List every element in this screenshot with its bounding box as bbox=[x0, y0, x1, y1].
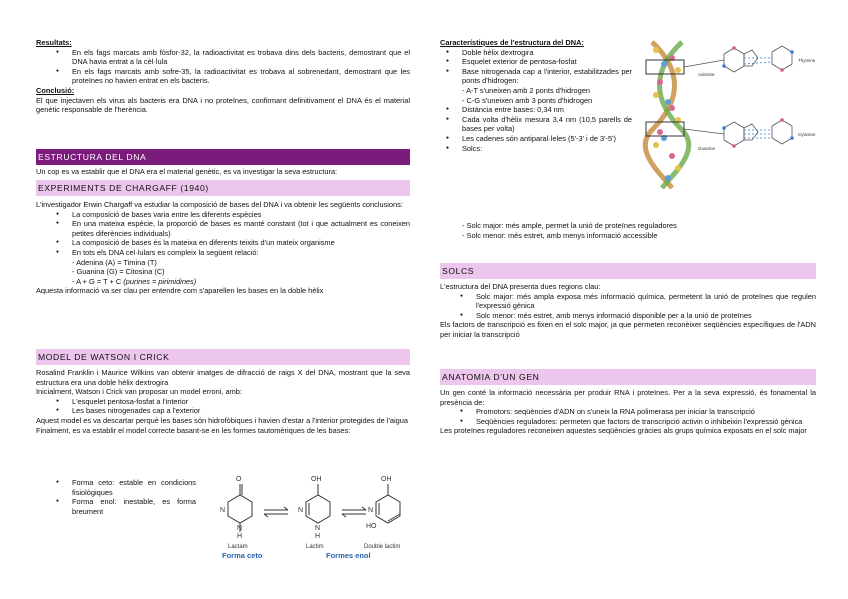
list-item: ● En una mateixa espècie, la proporció de bases es manté constant (tot i que actualment es coneixen petites diferències individuals) bbox=[72, 219, 410, 238]
list-item: ● Les bases nitrogenades cap a l'exterior bbox=[72, 406, 410, 416]
chargaff-section bbox=[36, 200, 410, 296]
solcs-outro: Els factors de transcripció es fixen en el solc major, ja que permeten reconèixer seqüències específiques de l'ADN per iniciar la transcripció bbox=[440, 320, 816, 339]
lactim-label: Lactim bbox=[306, 544, 324, 550]
n-label: N bbox=[220, 507, 226, 514]
watson-p4: Finalment, es va establir el model correcte basant-se en les formes tautomèriques de les bases: bbox=[36, 425, 351, 435]
n-label: N bbox=[298, 507, 304, 514]
at-item: - A-T s'uneixen amb 2 ponts d'hidrogen bbox=[462, 85, 590, 95]
watson-p1: Rosalind Franklin i Maurice Wilkins van obtenir imatges de difracció de raigs X del DNA, mostrant que la seva estructura era una doble hèlix dextrogira bbox=[36, 368, 410, 387]
resultats-heading: Resultats: bbox=[36, 38, 72, 47]
list-item: ● Forma ceto: estable en condicions fisiològiques bbox=[72, 478, 196, 497]
caract-heading: Característiques de l'estructura del DNA: bbox=[440, 38, 584, 47]
anatomia-outro: Les proteïnes reguladores reconeixen aquestes seqüències gràcies als grups química exposats en el solc major bbox=[440, 426, 807, 436]
adenine-label: Adenine bbox=[698, 72, 715, 77]
double-lactim-label: Double lactim bbox=[364, 544, 401, 550]
estructura-intro: Un cop es va establir que el DNA era el material genètic, es va investigar la seva estructura: bbox=[36, 167, 338, 176]
forms-list bbox=[36, 478, 196, 516]
list-item: ● Solc major: més ampla exposa més informació química, permetent la unió de proteïnes que regulen l'expressió gènica bbox=[476, 292, 816, 311]
watson-section bbox=[36, 368, 410, 435]
list-item: ● Doble hèlix dextrogira bbox=[462, 48, 632, 58]
list-item: ● Base nitrogenada cap a l'interior, estabilitzades per ponts d'hidrogen: bbox=[462, 67, 632, 86]
list-item: ● Les cadenes són antiparal·leles (5'-3' i de 3'-5') bbox=[462, 134, 632, 144]
list-item: ● En tots els DNA cel·lulars es compleix la següent relació: bbox=[72, 248, 410, 258]
n-label: N bbox=[368, 507, 374, 514]
chargaff-outro: Aquesta informació va ser clau per entendre com s'aparellen les bases en la doble hèlix bbox=[36, 286, 324, 296]
watson-header: MODEL DE WATSON I CRICK bbox=[36, 349, 410, 365]
list-item: ● Distància entre bases: 0,34 nm bbox=[462, 105, 632, 115]
cg-item: - C-G s'uneixen amb 3 ponts d'hidrogen bbox=[462, 95, 593, 105]
caract-list bbox=[440, 48, 632, 154]
list-item: ● En els fags marcats amb sofre-35, la radioactivitat es trobava al sobrenedant, demostrant que les proteïnes no havien entrat en els bacteris. bbox=[72, 67, 410, 86]
ho-label: HO bbox=[366, 523, 377, 530]
list-item: ● La composició de bases és la mateixa en diferents teixits d'un mateix organisme bbox=[72, 238, 410, 248]
chargaff-header: EXPERIMENTS DE CHARGAFF (1940) bbox=[36, 180, 410, 196]
solcs-list bbox=[440, 292, 816, 321]
list-item: ● En els fags marcats amb fòsfor-32, la radioactivitat es trobava dins dels bacteris, demostrant que el DNA havia entrat a la cèl·lula bbox=[72, 48, 410, 67]
forms-section bbox=[36, 478, 196, 516]
list-item: ● Forma enol: inestable, es forma breument bbox=[72, 497, 196, 516]
n-label: N bbox=[237, 525, 243, 532]
forma-ceto-caption: Forma ceto bbox=[222, 551, 263, 560]
purines-note: (purines = pirimidines) bbox=[123, 276, 197, 286]
anatomia-section bbox=[440, 388, 816, 436]
watson-p2: Inicialment, Watson i Crick van proposar un model erroni, amb: bbox=[36, 387, 242, 397]
relation-item: - Adenina (A) = Timina (T) bbox=[72, 257, 157, 267]
watson-p3: Aquest model es va descartar perquè les bases són hidrofòbiques i havien d'estar a l'interior protegides de l'aigua bbox=[36, 415, 408, 425]
n-label: N bbox=[315, 525, 321, 532]
list-item: ● Promotors: seqüències d'ADN on s'uneix la RNA polimerasa per iniciar la transcripció bbox=[476, 407, 816, 417]
list-item: ● Solcs: bbox=[462, 144, 632, 154]
anatomia-intro: Un gen conté la informació necessària per produir RNA i proteïnes. Per a la seva expressió, és fonamental la presència de: bbox=[440, 388, 816, 407]
list-item: ● Esquelet exterior de pentosa-fosfat bbox=[462, 57, 632, 67]
lactam-label: Lactam bbox=[228, 544, 248, 550]
solcs-sub bbox=[462, 221, 816, 240]
chargaff-intro: L'investigador Erwin Chargaff va estudiar la composició de bases del DNA i va obtenir les següents conclusions: bbox=[36, 200, 403, 209]
list-item: ● L'esquelet pentosa-fosfat a l'interior bbox=[72, 397, 410, 407]
anatomia-list bbox=[440, 407, 816, 426]
list-item: ● La composició de bases varia entre les diferents espècies bbox=[72, 210, 410, 220]
resultats-list bbox=[36, 48, 410, 86]
o-label: O bbox=[236, 476, 242, 483]
relation-text: - A + G = T + C bbox=[72, 276, 122, 286]
guanine-label: Guanine bbox=[698, 146, 716, 151]
estructura-header: ESTRUCTURA DEL DNA bbox=[36, 149, 410, 165]
list-item: ● Seqüències reguladores: permeten que factors de transcripció activin o inhibeixin l'expressió gènica bbox=[476, 417, 816, 427]
chargaff-list bbox=[36, 210, 410, 287]
relation-item: - Guanina (G) = Citosina (C) bbox=[72, 267, 165, 277]
resultats-section bbox=[36, 38, 410, 115]
caract-section bbox=[440, 38, 632, 153]
h-label: H bbox=[237, 533, 243, 540]
solcs-sub-item: - Solc menor: més estret, amb menys informació accessible bbox=[462, 230, 658, 240]
solcs-intro: L'estructura del DNA presenta dues regions clau: bbox=[440, 282, 601, 291]
cytosine-label: Cytosine bbox=[798, 132, 816, 137]
list-item: ● Solc menor: més estret, amb menys informació disponible per a la unió de proteïnes bbox=[476, 311, 816, 321]
list-item: ● Cada volta d'hèlix mesura 3,4 nm (10,5 parells de bases per volta) bbox=[462, 115, 632, 134]
conclusio-heading: Conclusió: bbox=[36, 85, 75, 95]
anatomia-header: ANATOMIA D'UN GEN bbox=[440, 369, 816, 385]
solcs-header: SOLCS bbox=[440, 263, 816, 279]
h-label: H bbox=[315, 533, 321, 540]
solcs-section bbox=[440, 282, 816, 340]
tautomer-figure bbox=[208, 470, 408, 575]
formes-enol-caption: Formes enol bbox=[326, 551, 371, 560]
solcs-sub-item: - Solc major: més ample, permet la unió de proteïnes reguladores bbox=[462, 221, 677, 230]
watson-list bbox=[36, 397, 410, 416]
conclusio-text: El que injectaven els virus als bacteris era DNA i no proteïnes, confirmant definitivament el DNA és el material genètic responsable de l'herència. bbox=[36, 95, 410, 115]
relation-item bbox=[72, 277, 410, 287]
dna-base-pair-figure bbox=[642, 40, 820, 190]
oh-label: OH bbox=[311, 476, 322, 483]
thymine-label: Thymine bbox=[798, 58, 816, 63]
oh-label: OH bbox=[381, 476, 392, 483]
